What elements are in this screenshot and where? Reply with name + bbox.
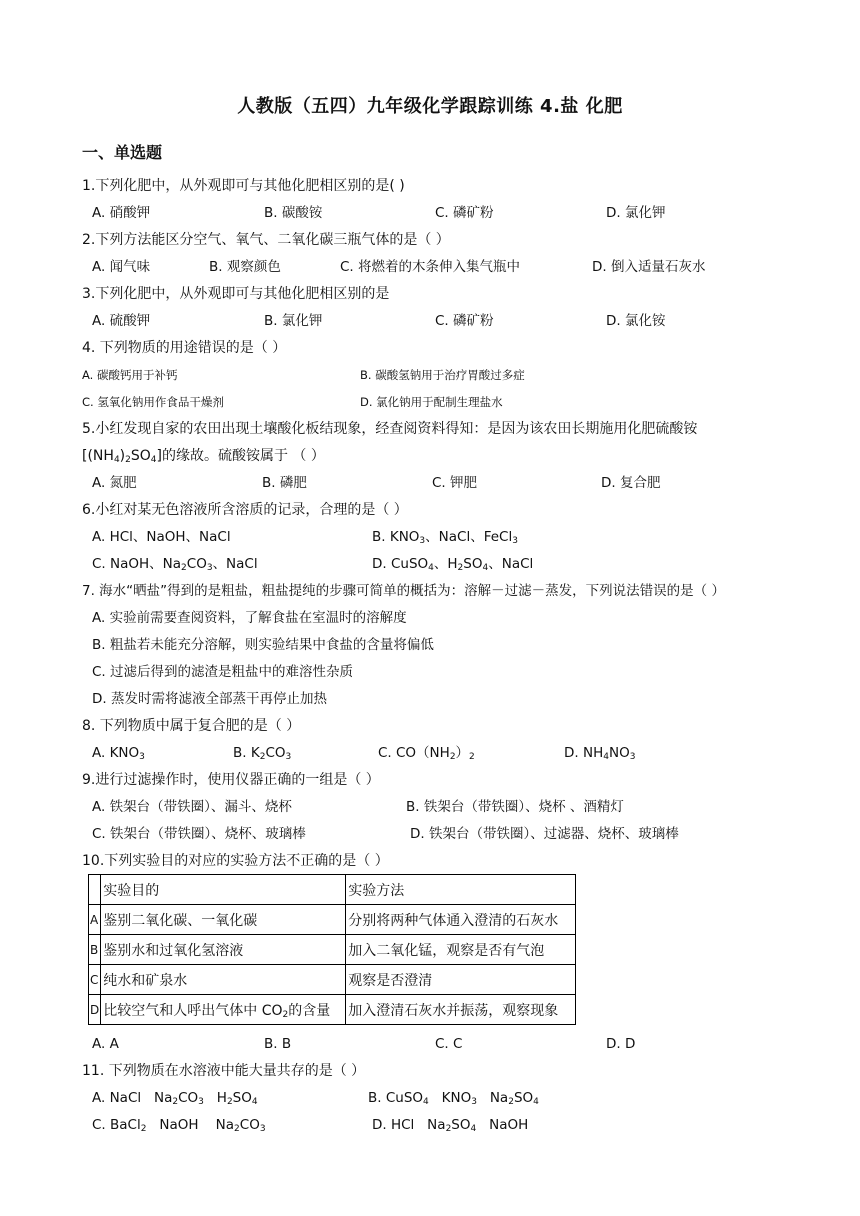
q7-option-d: D. 蒸发时需将滤液全部蒸干再停止加热 [92, 691, 327, 707]
q3-option-c: C. 磷矿粉 [435, 313, 494, 329]
q8-option-b: B. $K_2CO_3$ [233, 745, 292, 762]
q10-option-a: A. A [92, 1036, 119, 1052]
table-row [89, 905, 576, 935]
question-2-stem: 2.下列方法能区分空气、氧气、二氧化碳三瓶气体的是（ ） [82, 232, 450, 248]
table-cell: 比较空气和人呼出气体中 $CO_2$的含量 [101, 995, 346, 1025]
q5-option-d: D. 复合肥 [601, 475, 661, 491]
q11-option-c: C. BaCl$_2$ NaOH $Na_2CO_3$ [92, 1117, 266, 1134]
q1-option-b: B. 碳酸铵 [264, 205, 323, 221]
table-row [89, 995, 576, 1025]
table-cell: C [89, 965, 101, 995]
q4-option-d: D. 氯化钠用于配制生理盐水 [360, 395, 503, 409]
q9-option-b: B. 铁架台（带铁圈）、烧杯 、酒精灯 [406, 799, 624, 815]
q9-option-c: C. 铁架台（带铁圈）、烧杯、玻璃棒 [92, 826, 306, 842]
table-cell: D [89, 995, 101, 1025]
q2-option-c: C. 将燃着的木条伸入集气瓶中 [340, 259, 521, 275]
q9-option-a: A. 铁架台（带铁圈）、漏斗、烧杯 [92, 799, 292, 815]
table-header-cell: 实验目的 [101, 875, 346, 905]
q11-option-a: A. NaCl $Na_2CO_3$ $H_2SO_4$ [92, 1090, 258, 1107]
question-1-stem: 1.下列化肥中，从外观即可与其他化肥相区别的是( ) [82, 178, 405, 194]
q3-option-d: D. 氯化铵 [606, 313, 666, 329]
q9-option-d: D. 铁架台（带铁圈）、过滤器、烧杯、玻璃棒 [410, 826, 679, 842]
table-cell: 加入二氧化锰，观察是否有气泡 [346, 935, 576, 965]
table-header-cell: 实验方法 [346, 875, 576, 905]
q4-option-a: A. 碳酸钙用于补钙 [82, 368, 178, 382]
table-cell: 鉴别二氧化碳、一氧化碳 [101, 905, 346, 935]
table-cell: 观察是否澄清 [346, 965, 576, 995]
q7-option-b: B. 粗盐若未能充分溶解，则实验结果中食盐的含量将偏低 [92, 637, 434, 653]
section-heading: 一、单选题 [82, 143, 163, 162]
question-11-stem: 11. 下列物质在水溶液中能大量共存的是（ ） [82, 1063, 366, 1079]
table-header-row [89, 875, 576, 905]
q4-option-b: B. 碳酸氢钠用于治疗胃酸过多症 [360, 368, 525, 382]
question-5-stem-line2: $[(NH_4)_2SO_4]$的缘故。硫酸铵属于 （ ） [82, 448, 325, 465]
q2-option-d: D. 倒入适量石灰水 [592, 259, 706, 275]
q1-option-a: A. 硝酸钾 [92, 205, 151, 221]
question-6-stem: 6.小红对某无色溶液所含溶质的记录，合理的是（ ） [82, 502, 408, 518]
question-9-stem: 9.进行过滤操作时，使用仪器正确的一组是（ ） [82, 772, 380, 788]
q3-option-b: B. 氯化钾 [264, 313, 323, 329]
table-row [89, 965, 576, 995]
q6-option-c: C. NaOH、$Na_2CO_3$、NaCl [92, 556, 258, 573]
q6-option-b: B. $KNO_3$、NaCl、FeCl$_3$ [372, 529, 518, 546]
q6-option-d: D. CuSO$_4$、$H_2SO_4$、NaCl [372, 556, 534, 573]
question-7-stem: 7. 海水“晒盐”得到的是粗盐，粗盐提纯的步骤可简单的概括为：溶解－过滤－蒸发，下列说法错误的是（ ） [82, 583, 725, 599]
q1-option-d: D. 氯化钾 [606, 205, 666, 221]
q10-option-d: D. D [606, 1036, 636, 1052]
question-3-stem: 3.下列化肥中，从外观即可与其他化肥相区别的是 [82, 286, 390, 302]
table-cell: A [89, 905, 101, 935]
experiment-table [88, 874, 576, 1025]
question-8-stem: 8. 下列物质中属于复合肥的是（ ） [82, 718, 301, 734]
q11-option-d: D. HCl $Na_2SO_4$ NaOH [372, 1117, 529, 1134]
question-4-stem: 4. 下列物质的用途错误的是（ ） [82, 340, 287, 356]
q8-option-d: D. $NH_4NO_3$ [564, 745, 636, 762]
table-cell: 纯水和矿泉水 [101, 965, 346, 995]
q2-option-a: A. 闻气味 [92, 259, 151, 275]
table-cell: B [89, 935, 101, 965]
table-cell: 加入澄清石灰水并振荡，观察现象 [346, 995, 576, 1025]
q10-option-b: B. B [264, 1036, 292, 1052]
q5-option-a: A. 氮肥 [92, 475, 137, 491]
question-10-stem: 10.下列实验目的对应的实验方法不正确的是（ ） [82, 853, 389, 869]
q5-option-c: C. 钾肥 [432, 475, 478, 491]
q1-option-c: C. 磷矿粉 [435, 205, 494, 221]
document-title: 人教版（五四）九年级化学跟踪训练 4.盐 化肥 [237, 96, 623, 117]
table-header-cell [89, 875, 101, 905]
q8-option-c: C. $CO(NH_2)_2$ [378, 745, 475, 762]
table-row [89, 935, 576, 965]
question-5-stem-line1: 5.小红发现自家的农田出现土壤酸化板结现象，经查阅资料得知：是因为该农田长期施用化肥硫酸铵 [82, 421, 698, 437]
q10-option-c: C. C [435, 1036, 463, 1052]
q3-option-a: A. 硫酸钾 [92, 313, 151, 329]
q8-option-a: A. $KNO_3$ [92, 745, 145, 762]
q5-option-b: B. 磷肥 [262, 475, 307, 491]
table-cell: 鉴别水和过氧化氢溶液 [101, 935, 346, 965]
q6-option-a: A. HCl、NaOH、NaCl [92, 529, 231, 545]
table-cell: 分别将两种气体通入澄清的石灰水 [346, 905, 576, 935]
q2-option-b: B. 观察颜色 [209, 259, 281, 275]
q7-option-a: A. 实验前需要查阅资料，了解食盐在室温时的溶解度 [92, 610, 407, 626]
q11-option-b: B. CuSO$_4$ $KNO_3$ $Na_2SO_4$ [368, 1090, 539, 1107]
q7-option-c: C. 过滤后得到的滤渣是粗盐中的难溶性杂质 [92, 664, 354, 680]
q4-option-c: C. 氢氧化钠用作食品干燥剂 [82, 395, 224, 409]
